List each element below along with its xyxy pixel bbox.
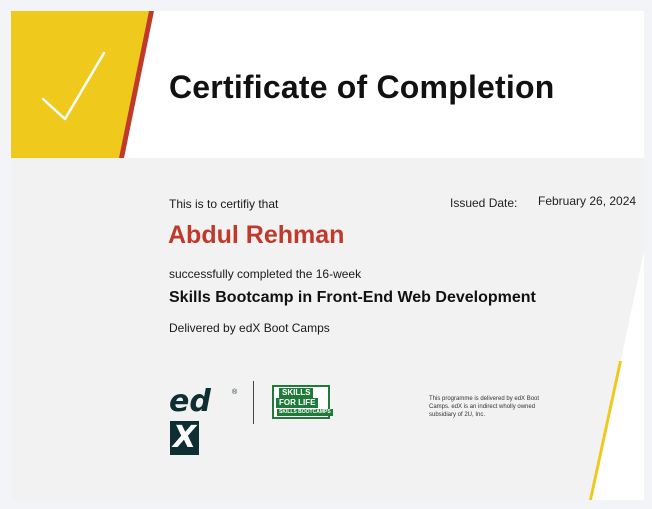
completed-text: successfully completed the 16-week [169,267,362,281]
certificate [11,11,644,500]
issued-date-value: February 26, 2024 [538,194,637,208]
edx-logo-ed: ed [169,384,211,419]
logo-divider [253,381,254,424]
issued-date-label: Issued Date: [450,196,518,210]
certify-text: This is to certifiy that [169,197,279,211]
delivered-by: Delivered by edX Boot Camps [169,321,330,335]
registered-mark: ® [232,389,238,396]
disclaimer-text: This programme is delivered by edX Boot Camps. edX is an indirect wholly owned subsidiary of 2U, Inc. [429,396,540,418]
course-name: Skills Bootcamp in Front-End Web Development [169,289,536,306]
yellow-banner [11,11,152,158]
skills-for-life-logo [272,385,330,419]
edx-logo-x: X [170,421,199,455]
certificate-title: Certificate of Completion [169,69,555,105]
skills-logo-line1: SKILLS [279,388,313,398]
skills-logo-line3: SKILLS BOOTCAMPS [279,409,331,415]
recipient-name: Abdul Rehman [168,221,345,249]
edx-logo [169,384,233,455]
skills-logo-line2: FOR LIFE [276,398,318,408]
